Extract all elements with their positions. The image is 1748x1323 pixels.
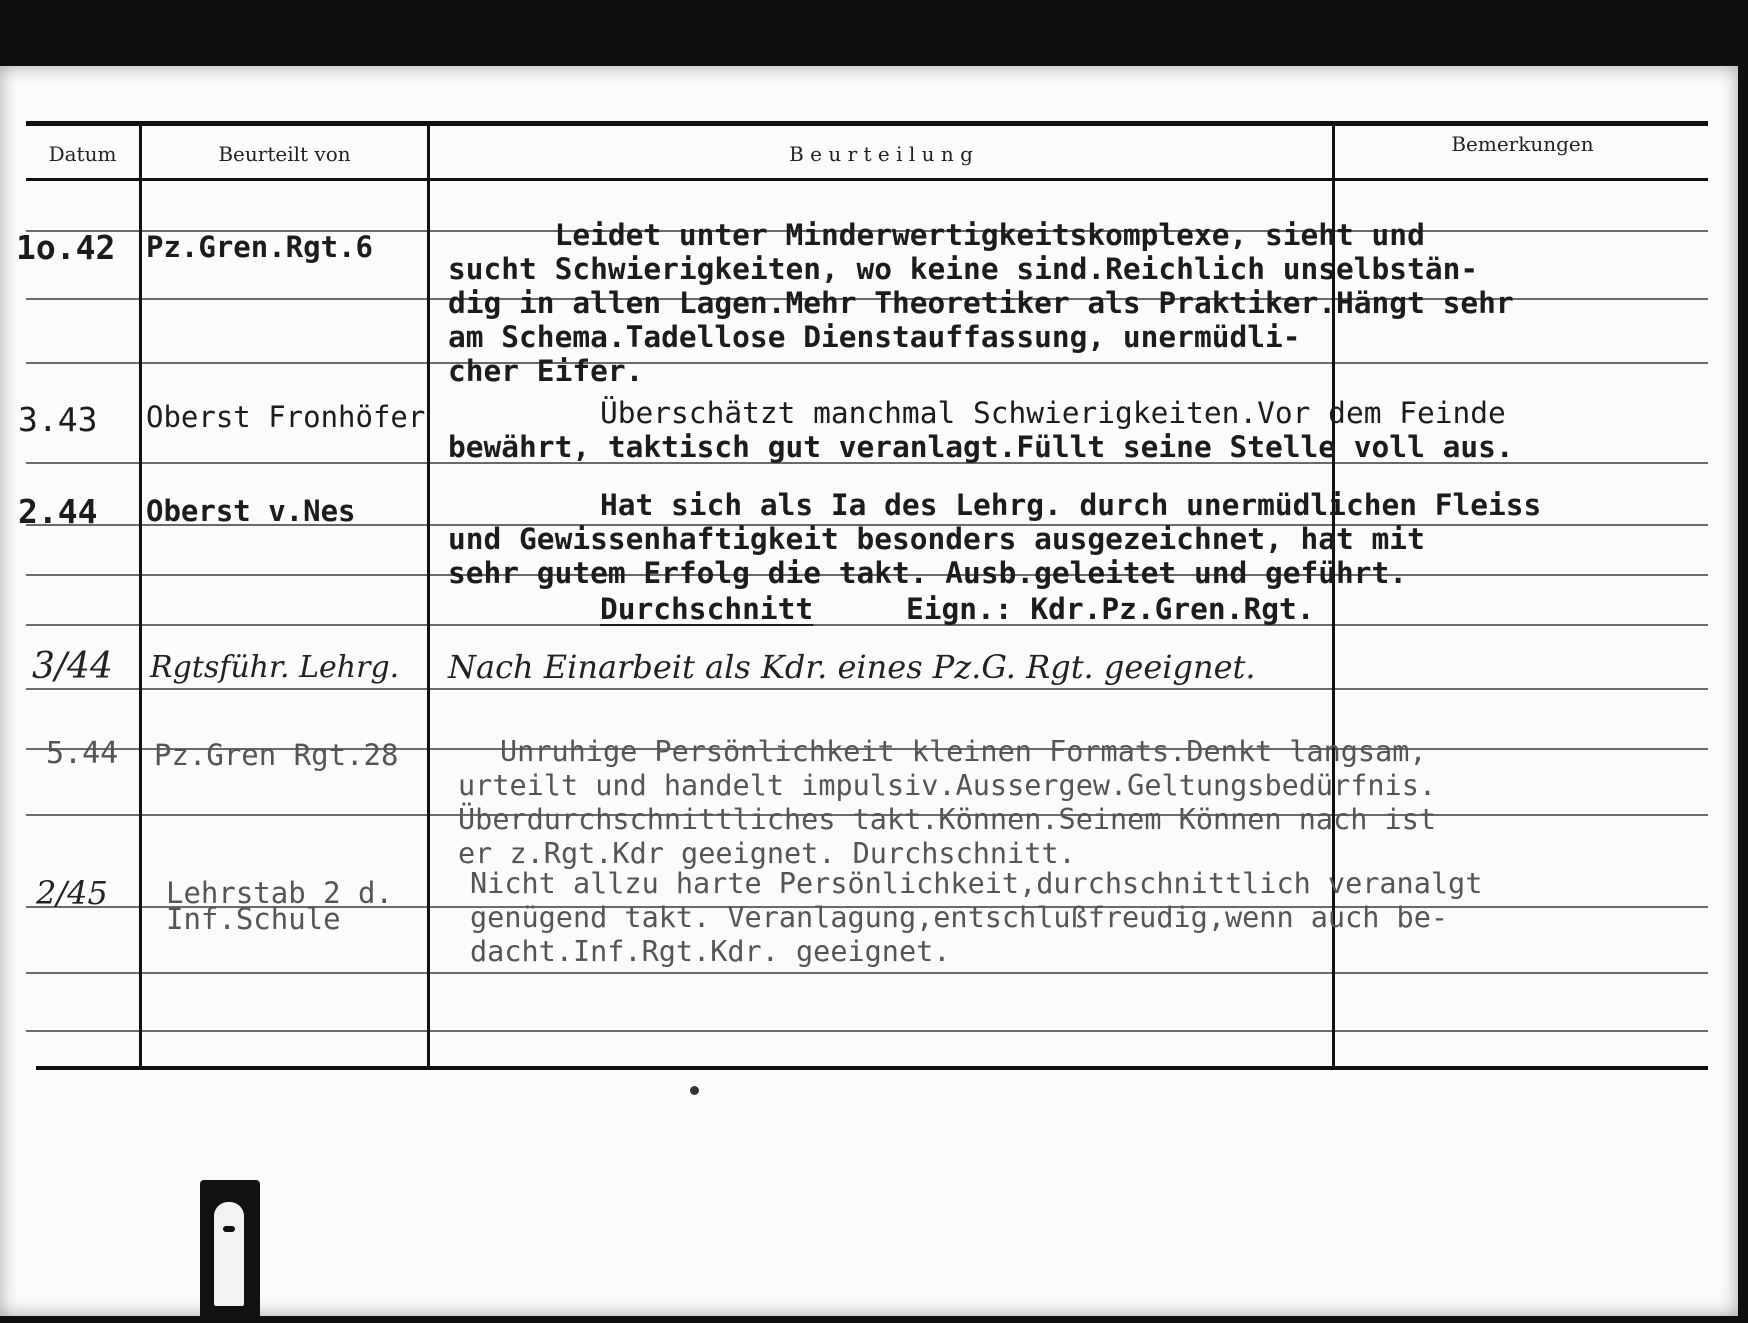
entry-text-line: bewährt, taktisch gut veranlagt.Füllt seine Stelle voll aus. [448,430,1514,464]
header-datum: Datum [48,142,117,166]
assessment-card [0,66,1738,1316]
entry-assessor: Oberst v.Nes [146,494,356,528]
entry-text-line: Unruhige Persönlichkeit kleinen Formats.Denkt langsam, [500,735,1427,768]
entry-assessor: Pz.Gren.Rgt.6 [146,230,373,264]
binder-clip [200,1180,260,1320]
entry-text-line: am Schema.Tadellose Dienstauffassung, unermüdli- [448,320,1301,354]
entry-text-line: genügend takt. Veranlagung,entschlußfreudig,wenn auch be- [470,901,1449,934]
entry-assessor: Rgtsführ. Lehrg. [150,650,400,685]
entry-text-line: dig in allen Lagen.Mehr Theoretiker als Praktiker.Hängt sehr [448,286,1514,320]
row-rule [26,362,1708,364]
punch-hole [690,1086,699,1095]
entry-summary: Durchschnitt [600,592,814,626]
entry-text-line: urteilt und handelt impulsiv.Aussergew.Geltungsbedürfnis. [458,769,1437,802]
table-bottom-border [36,1066,1708,1070]
header-beurteilung: B e u r t e i l u n g [789,142,973,166]
entry-text-line: Nicht allzu harte Persönlichkeit,durchschnittlich veranalgt [470,867,1483,900]
entry-text-line: Hat sich als Ia des Lehrg. durch unermüdlichen Fleiss [600,488,1542,522]
header-bottom-border [26,178,1708,181]
header-beurteilt-von: Beurteilt von [218,142,351,166]
entry-text-line: Leidet unter Minderwertigkeitskomplexe, sieht und [448,218,1425,252]
entry-assessor-line: Lehrstab 2 d. [166,876,393,910]
entry-text-line: sucht Schwierigkeiten, wo keine sind.Reichlich unselbstän- [448,252,1479,286]
entry-text-line: Überschätzt manchmal Schwierigkeiten.Vor dem Feinde [600,396,1506,430]
entry-eignung: Eign.: Kdr.Pz.Gren.Rgt. [906,592,1315,626]
entry-text-line: Überdurchschnittliches takt.Können.Seinem Können nach ist [458,803,1437,836]
binder-clip-hole [223,1226,235,1232]
entry-date: 5.44 [46,736,119,771]
entry-text-line: er z.Rgt.Kdr geeignet. Durchschnitt. [458,837,1076,870]
entry-assessor-line: Inf.Schule [166,902,341,936]
row-rule [26,972,1708,974]
entry-date: 1o.42 [16,228,116,267]
table-top-border [26,121,1708,126]
column-divider-datum [139,124,142,1070]
binder-clip-slot [214,1202,244,1306]
entry-date: 2/45 [36,874,108,912]
entry-text-line: sehr gutem Erfolg die takt. Ausb.geleitet und geführt. [448,556,1408,590]
entry-date: 2.44 [18,492,98,531]
column-divider-beurteilt [427,124,430,1070]
entry-date: 3.43 [18,400,98,439]
header-bemerkungen: Bemerkungen [1451,132,1594,156]
row-rule [26,1030,1708,1032]
row-rule [26,624,1708,626]
entry-assessor: Pz.Gren Rgt.28 [154,738,399,772]
entry-text-line: Nach Einarbeit als Kdr. eines Pz.G. Rgt. geeignet. [448,648,1256,686]
entry-text-line: cher Eifer. [448,354,644,388]
entry-text-line: dacht.Inf.Rgt.Kdr. geeignet. [470,935,951,968]
entry-text-line: und Gewissenhaftigkeit besonders ausgezeichnet, hat mit [448,522,1425,556]
entry-date: 3/44 [32,646,113,687]
row-rule [26,688,1708,690]
entry-assessor: Oberst Fronhöfer [146,400,426,434]
